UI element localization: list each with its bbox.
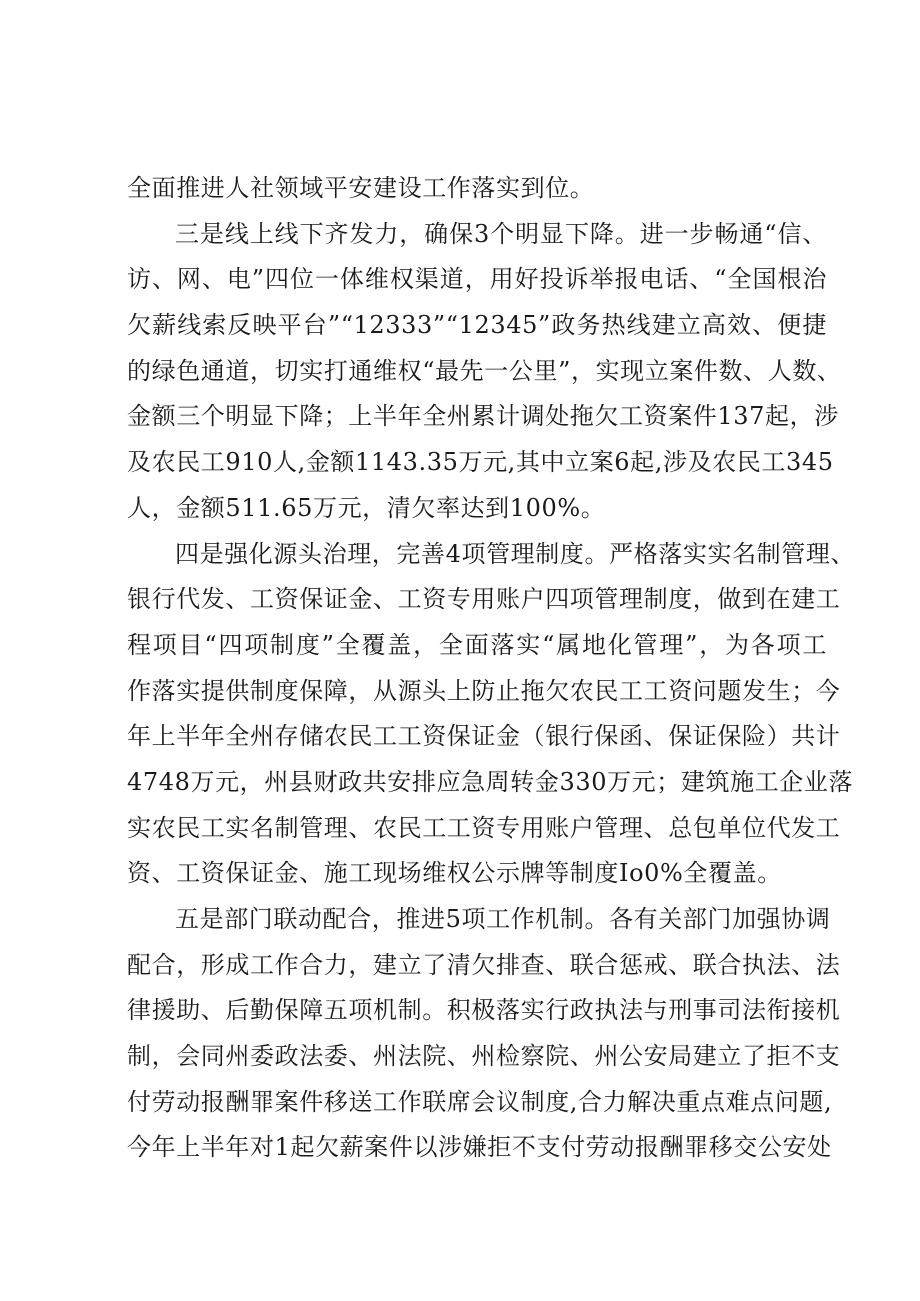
text-line: 程项目“四项制度”全覆盖，全面落实“属地化管理”，为各项工 (127, 630, 827, 659)
paragraph-p2 (127, 532, 856, 898)
text-line: 全面推进人社领域平安建设工作落实到位。 (127, 174, 595, 202)
text-line: 作落实提供制度保障，从源头上防止拖欠农民工工资问题发生；今 (127, 676, 841, 705)
text-line: 制，会同州委政法委、州法院、州检察院、州公安局建立了拒不支 (127, 1042, 841, 1071)
text-line: 4748万元，州县财政共安排应急周转金330万元；建筑施工企业落 (127, 767, 854, 796)
paragraph-p1 (127, 212, 842, 532)
text-line: 配合，形成工作合力，建立了清欠排查、联合惩戒、联合执法、法 (127, 950, 841, 979)
text-line: 金额三个明显下降；上半年全州累计调处拖欠工资案件137起，涉 (127, 402, 839, 431)
text-line: 今年上半年对1起欠薪案件以涉嫌拒不支付劳动报酬罪移交公安处 (127, 1133, 832, 1162)
text-line: 年上半年全州存储农民工工资保证金（银行保函、保证保险）共计 (127, 722, 841, 751)
text-line: 实农民工实名制管理、农民工工资专用账户管理、总包单位代发工 (127, 813, 841, 842)
text-line: 三是线上线下齐发力，确保3个明显下降。进一步畅通“信、 (175, 219, 827, 248)
text-line: 的绿色通道，切实打通维权“最先一公里”，实现立案件数、人数、 (127, 356, 842, 385)
paragraph-p0 (127, 166, 827, 212)
text-line: 访、网、电”四位一体维权渠道，用好投诉举报电话、“全国根治 (127, 265, 827, 294)
text-line: 付劳动报酬罪案件移送工作联席会议制度,合力解决重点难点问题, (127, 1087, 833, 1116)
text-line: 人，金额511.65万元，清欠率达到100%。 (127, 493, 606, 522)
document-body (127, 166, 856, 1171)
text-line: 银行代发、工资保证金、工资专用账户四项管理制度，做到在建工 (127, 585, 841, 614)
text-line: 五是部门联动配合，推进5项工作机制。各有关部门加强协调 (175, 905, 831, 933)
text-line: 律援助、后勤保障五项机制。积极落实行政执法与刑事司法衔接机 (127, 996, 841, 1025)
text-line: 及农民工910人,金额1143.35万元,其中立案6起,涉及农民工345 (127, 448, 834, 477)
text-line: 四是强化源头治理，完善4项管理制度。严格落实实名制管理、 (175, 539, 856, 568)
paragraph-p3 (127, 897, 841, 1171)
text-line: 欠薪线索反映平台”“12333”“12345”政务热线建立高效、便捷 (127, 311, 827, 340)
text-line: 资、工资保证金、施工现场维权公示牌等制度Io0%全覆盖。 (127, 859, 782, 888)
